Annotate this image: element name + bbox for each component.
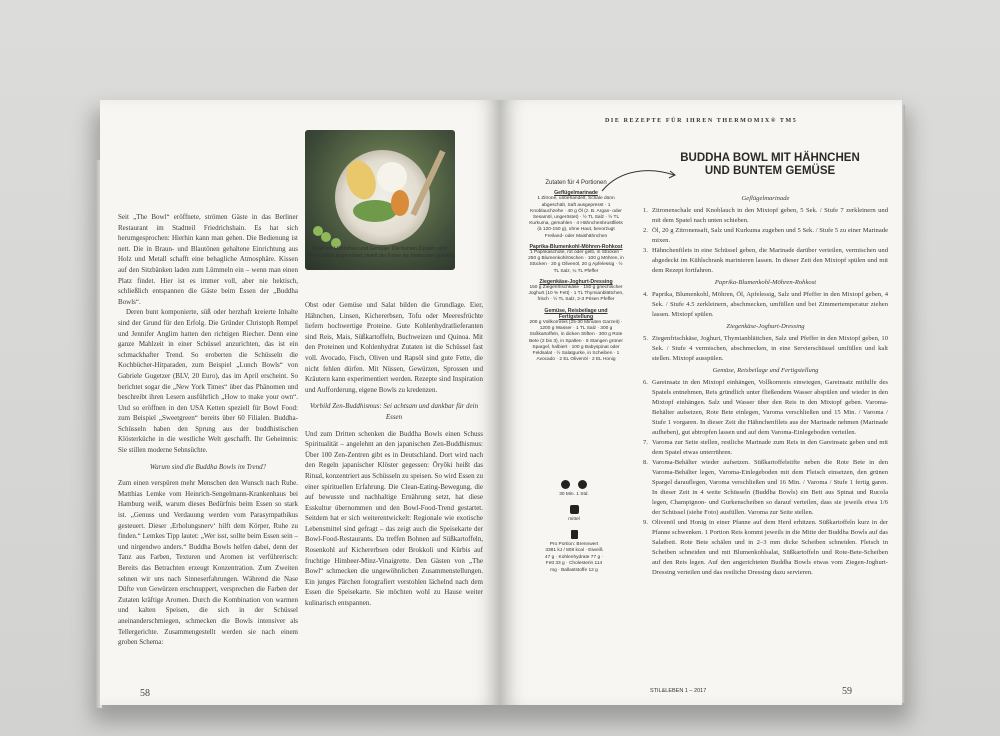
step-section-heading: Gemüse, Reisbeilage und Fertigstellung bbox=[712, 367, 819, 374]
step: 7. Varoma zur Seite stellen, restliche Marinade zum Reis in den Gareinsatz geben und mit dem Spatel etwas unterrühren. bbox=[643, 439, 888, 456]
ingredient-group-heading: Paprika-Blumenkohl-Möhren-Rohkost bbox=[529, 243, 623, 250]
step: 1. Zitronenschale und Knoblauch in den Mixtopf geben, 5 Sek. / Stufe 7 zerkleinern und mit dem Spatel nach unten schieben. bbox=[643, 207, 888, 224]
total-time: 1 Std. bbox=[576, 492, 589, 498]
clock-icon bbox=[561, 480, 570, 489]
recipe-title-line: UND BUNTEM GEMÜSE bbox=[704, 165, 836, 177]
subheading-trend: Warum sind die Buddha Bowls im Trend? bbox=[149, 462, 267, 471]
recipe-steps bbox=[643, 192, 888, 578]
ingredient-list: 150 g Ziegenfrischkäse · 150 g griechischer Joghurt (10 % Fett) · 1 TL Thymianblättchen, frisch · ½ TL Salz, 2-3 Prisen Pfeffer bbox=[528, 285, 624, 303]
ingredient-list: 200 g Vollkornreis (25-30 Minuten Garzeit) · 1200 g Wasser · 1 TL Salz · 300 g Süßkartoffeln, in dicken Stiften · 300 g Rote Bete (2 bis 3), in Spalten · 8 Stangen grüner Spargel, halbiert · 100 g Babyspinat oder Feldsalat · ½ Salatgurke, in Scheiben · 1 Avocado · 2 EL Olivenöl · 2 EL Honig bbox=[529, 320, 623, 363]
step-section-heading: Geflügelmarinade bbox=[741, 195, 790, 202]
body-paragraph: Obst oder Gemüse und Salat bilden die Grundlage. Eier, Hähnchen, Linsen, Kichererbsen, Tofu oder Meeresfrüchte liefern hochwertige Proteine. Gute Kohlenhydratlieferanten sind Reis, Mais, Süßkartoffeln, Buchweizen und Quinoa. Mit den Proteinen und Kohlenhydrat Zutaten ist die Schüssel fast voll. Avocado, Fisch, Oliven und Rapsöl sind gute Fette, die nicht fehlen dürfen. Mit Nüssen, Gewürzen, Sprossen und Kräutern kann experimentiert werden. Rezepte sind Inspiration und Aufforderung, eigene Bowls zu kredenzen. bbox=[305, 301, 483, 394]
prep-time: 30 Min. bbox=[559, 492, 575, 498]
right-page bbox=[500, 100, 902, 705]
left-column-1 bbox=[118, 212, 298, 648]
page-number-right: 59 bbox=[842, 686, 852, 697]
timer-icon bbox=[578, 480, 587, 489]
ingredients-sidebar bbox=[528, 180, 624, 363]
photo-caption: Bowl mit Hähnchen und Gemüse: Die bunten Zutaten sind übersichtlich angeordnet, damit der Esser sie bewusster genießt. bbox=[305, 246, 455, 259]
body-paragraph: Zum einen verspüren mehr Menschen den Wunsch nach Ruhe. Matthias Lemke vom Heinrich-Sengelmann-Krankenhaus bei Hamburg weiß, warum dieses Bedürfnis beim Essen so stark ist. „Genuss und Verdauung werden vom Parasympathikus gesteuert. Dieser ‚Erholungsnerv‘ hilft dem Körper, Ruhe zu finden.“ Lemkes Tipp lautet: „Wer isst, sollte beim Essen sein – und nirgendwo anders.“ Buddha Bowls helfen dabei, denn der Tanz aus Farben, Texturen und Aromen ist verführerisch: Bereits das Betrachten erzeugt Konzentration. Zum Zweiten sehnen wir uns nach Sinneserfahrungen. Während die Nase Düfte von Gewürzen erschnuppert, versprechen die Farben der Zutaten kräftige Aromen. Durch die Kombination von warmen und kalten Speisen, die sich in der Schüssel aneinanderschmiegen, schmecken die Bowls intensiver als Tellergerichte. Zusammengestellt werden sie nach einem groben Schema: bbox=[118, 479, 298, 647]
intro-paragraph: Seit „The Bowl“ eröffnete, strömen Gäste in das Berliner Restaurant im Stadtteil Friedrichshain. Es hat sich herumgesprochen: Hierhin kann man gehen. Die Bedienung ist nett. Die in Braun- und Blautönen gehaltene Einrichtung aus Holz und Metall schafft eine behagliche Atmosphäre. Kissen auf den Sitzbänken laden zum Lümmeln ein – wenn man einen Platz findet. Hier ist es immer voll, aber nie hektisch, schließlich entspannen die Gäste beim Essen der „Buddha Bowls“. bbox=[118, 213, 298, 306]
ingredient-group-heading: Gemüse, Reisbeilage und Fertigstellung bbox=[544, 307, 608, 320]
subheading-zen: Vorbild Zen-Buddhismus: Sei achtsam und dankbar für dein Essen bbox=[309, 402, 479, 421]
difficulty: mittel bbox=[568, 517, 580, 523]
magazine-footer: STIL&LEBEN 1 – 2017 bbox=[650, 688, 707, 694]
running-head: DIE REZEPTE FÜR IHREN THERMOMIX® TM5 bbox=[605, 118, 798, 124]
step-section-heading: Paprika-Blumenkohl-Möhren-Rohkost bbox=[714, 279, 817, 286]
ingredient-group-heading: Geflügelmarinade bbox=[554, 190, 598, 197]
page-number-left: 58 bbox=[140, 688, 150, 699]
chef-hat-icon bbox=[570, 505, 579, 514]
step: 3. Hähnchenfilets in eine Schüssel geben, die Marinade darüber verteilen, vermischen und abgedeckt im Kühlschrank marinieren lassen. In dieser Zeit den Mixtopf spülen und mit dem Rezept fortfahren. bbox=[643, 247, 888, 274]
step-section-heading: Ziegenkäse-Joghurt-Dressing bbox=[726, 323, 805, 330]
step: 9. Olivenöl und Honig in einer Pfanne auf dem Herd erhitzen. Süßkartoffeln kurz in der Pfanne schwenken. 1 Portion Reis kommt jeweils in die Mitte der Buddha Bowls auf das Salatbett. Rote Bete schälen und in 2–3 mm dicke Scheiben schneiden. Fleisch in Scheiben schneiden und mit Blumenkohlsalat, Süßkartoffeln und Rote-Bete-Scheiben auf den Reis legen. Auf den angerichteten Buddha Bowls etwas vom Ziegen-Joghurt-Dressing verteilen und das restliche Dressing dazu servieren. bbox=[643, 519, 888, 576]
servings: Zutaten für 4 Portionen bbox=[545, 180, 607, 186]
step: 2. Öl, 20 g Zitronensaft, Salz und Kurkuma zugeben und 5 Sek. / Stufe 5 zu einer Marinade mixen. bbox=[643, 227, 888, 244]
left-column-2 bbox=[305, 300, 483, 609]
step: 5. Ziegenfrischkäse, Joghurt, Thymianblättchen, Salz und Pfeffer in den Mixtopf geben, 10 Sek. / Stufe 4 vermischen, abschmecken, in eine Servierschüssel umfüllen und kalt stellen. Mixtopf ausspülen. bbox=[643, 335, 888, 362]
step: 6. Gareinsatz in den Mixtopf einhängen, Vollkornreis einwiegen, Gareinsatz mithilfe des Spatels entnehmen, Reis gründlich unter fließendem Wasser abspülen und wieder in den Mixtopf einhängen. Salz und Wasser über den Reis in den Mixtopf geben. Varoma-Behälter aufsetzen, Rote Bete einlegen, Varoma verschließen und 15 Min. / Varoma / Stufe 1 vorgaren. In dieser Zeit die Hähnchenfilets aus der Marinade nehmen (Marinade aufheben), gut abtropfen lassen und auf dem Varoma-Einlegeboden verteilen. bbox=[643, 379, 888, 436]
nutrition-icon bbox=[571, 530, 578, 539]
left-page bbox=[100, 100, 500, 705]
body-paragraph: Und zum Dritten schenken die Buddha Bowls einen Schuss Spiritualität – angelehnt an den japanischen Zen-Buddhismus: Über 100 Zen-Zentren gibt es in Deutschland. Dort wird nach den Regeln japanischer Klöster gegessen: Ōryōki heißt das Ritual, konzentriert aus Schüsseln zu speisen. So wird Essen zu einer spirituellen Erfahrung. Die Clean-Eating-Bewegung, die auf bewusste und nachhaltige Ernährung setzt, hat diese Esskultur übernommen und den Bowl-Food-Trend gestartet. Seitdem hat er sich weiterentwickelt: Regionale wie exotische Lebensmittel sind gefragt – das zeigt auch die Speisekarte der Bowl-Food-Restaurants. Da treffen Bohnen auf Süßkartoffeln, Rosenkohl auf Kichererbsen oder Brokkoli und Kürbis auf fruchtige Himbeer-Minz-Vinaigrette. Den Gästen von „The Bowl“ schmecken die ungewöhnlichen Zusammenstellungen. Ein junges Pärchen fotografiert verstohlen lächelnd nach dem Essen die Speisekarte. Sie möchten wohl zu Hause weiter kulinarisch entspannen. bbox=[305, 429, 483, 608]
nutrition-info: Pro Portion: Brennwert 3381 kJ / 808 kcal · Eiweiß 47 g · Kohlenhydrate 77 g · Fett 33 g · Cholesterin 114 mg · Ballaststoffe 12 g bbox=[544, 542, 604, 573]
ingredient-group-heading: Ziegenkäse-Joghurt-Dressing bbox=[539, 278, 613, 285]
ingredient-list: 1 Paprikaschote, rot oder gelb, in Stücken · 250 g Blumenkohlröschen · 100 g Möhren, in Stücken · 20 g Olivenöl, 20 g Apfelessig · ½ TL Salz, ¼ TL Pfeffer bbox=[528, 250, 624, 274]
intro-paragraph: Deren bunt komponierte, süß oder herzhaft kreierte Inhalte sind der Grund für den Erfolg. Die Gründer Christoph Rempel und Jennifer Anglim hatten den richtigen Riecher. Denn eine ganze Mahlzeit in einer Schüssel anzurichten, das ist ein schmackhafter Trend. So eroberten die Schüsseln die Kochbücher-Hitparaden, zum Beispiel „Lunch Bowls“ von Gabriele Gugetzer (BLV, 20 Euro), das im April erscheint. So berichtet sogar die „New York Times“ über das Phänomen und beschreibt ihren Lesern ausführlich „How to make your own“. Und so eröffnen in den USA Ketten speziell für Bowl Food: zum Beispiel „Sweetgreen“ bereits über 60 Filialen. Buddha-Schüsseln haben den Sprung aus der buddhistischen Klösterküche in die westliche Welt geschafft. Ihr Geheimnis: Sie stillen moderne Sehnsüchte. bbox=[118, 308, 298, 455]
recipe-title-line: BUDDHA BOWL MIT HÄHNCHEN bbox=[680, 152, 860, 164]
step: 4. Paprika, Blumenkohl, Möhren, Öl, Apfelessig, Salz und Pfeffer in den Mixtopf geben, 4 Sek. / Stufe 4.5 zerkleinern, abschmecken, umfüllen und bei Zimmertemperatur ziehen lassen. Mixtopf spülen. bbox=[643, 291, 888, 318]
ingredient-list: 1 Zitrone, unbehandelt, Schale dünn abgeschält, Saft ausgepresst · 1 Knoblauchzehe · 40 g Öl (z. B. Argan- oder Sesamöl, ungeröstet) · ½ TL Salz · ½ TL Kurkuma, gemahlen · 4 Hähnchenbrustfilets (à 120-150 g), ohne Haut, bevorzugt Freiland- oder Maishähnchen bbox=[529, 196, 623, 239]
recipe-info-icons bbox=[544, 480, 604, 574]
recipe-title bbox=[670, 152, 870, 178]
step: 8. Varoma-Behälter wieder aufsetzen. Süßkartoffelstifte neben die Rote Bete in den Varoma-Behälter legen, Varoma-Einlegeboden mit dem Fleisch einsetzen, den grünen Spargel darauflegen, Varoma verschließen und 16 Min. / Varoma / Stufe 1 fertig garen. In dieser Zeit in 4 weite Schüsseln (Buddha Bowls) ein Bett aus Spinat und Rucola legen, Champignon- und Gurkenscheiben so darauf verteilen, dass sie jeweils etwa 1/6 der Schüssel (siehe Foto) ausfüllen. Varoma zur Seite stellen. bbox=[643, 459, 888, 516]
